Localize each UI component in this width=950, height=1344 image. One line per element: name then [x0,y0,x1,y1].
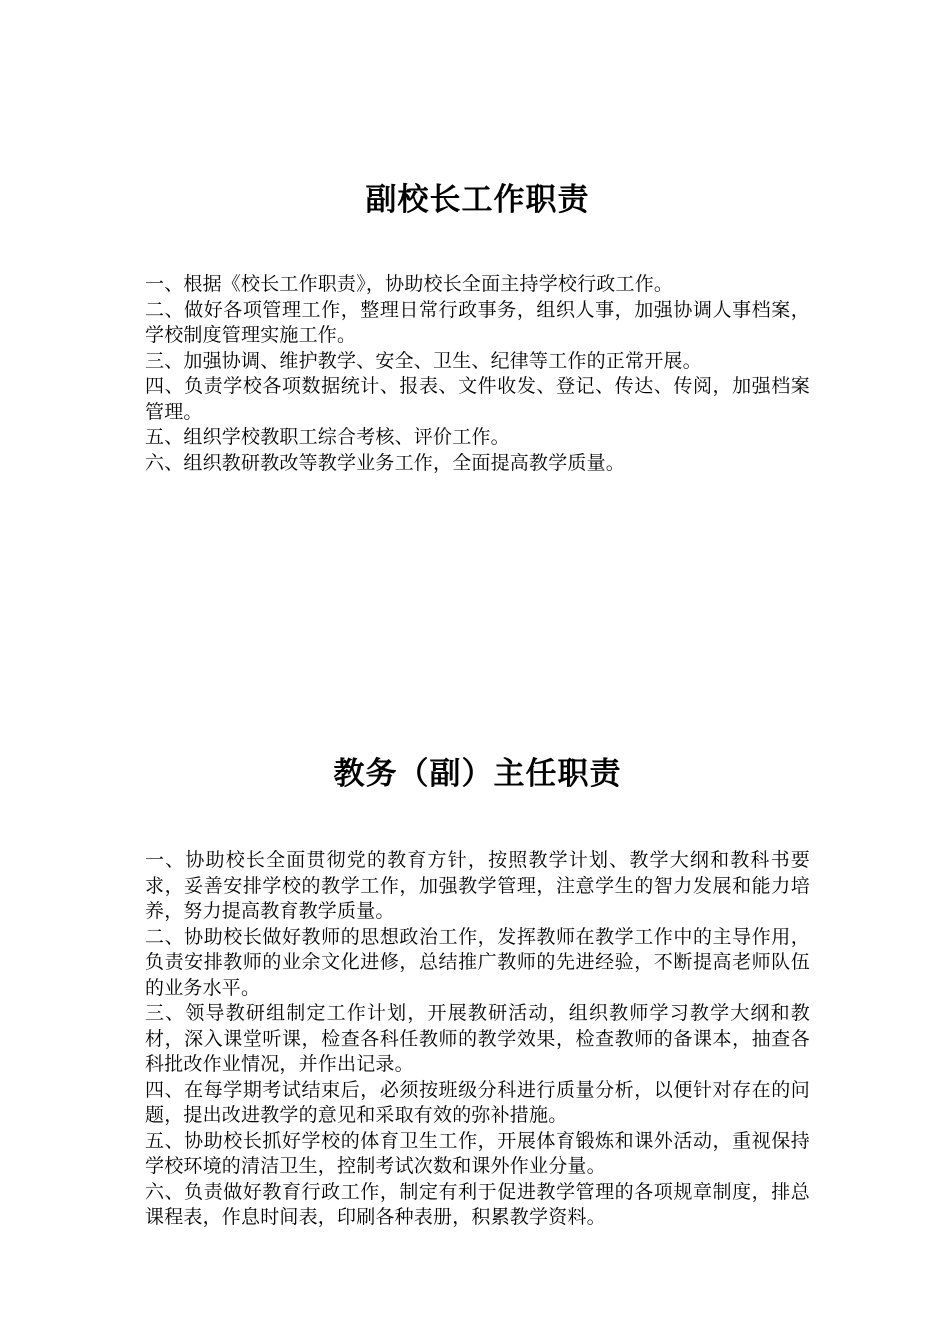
duty-item: 六、负责做好教育行政工作，制定有利于促进教学管理的各项规章制度，排总课程表，作息时间表，印刷各种表册，积累教学资料。 [145,1180,810,1228]
duty-item: 三、加强协调、维护教学、安全、卫生、纪律等工作的正常开展。 [145,349,702,372]
section-title: 副校长工作职责 [365,182,590,218]
duty-item: 五、组织学校教职工综合考核、评价工作。 [145,426,510,448]
duty-list [145,848,810,1231]
duty-item: 二、做好各项管理工作，整理日常行政事务，组织人事，加强协调人事档案，学校制度管理实施工作。 [145,298,810,346]
duty-item: 二、协助校长做好教师的思想政治工作，发挥教师在教学工作中的主导作用，负责安排教师的业余文化进修，总结推广教师的先进经验，不断提高老师队伍的业务水平。 [145,925,810,999]
duty-item: 五、协助校长抓好学校的体育卫生工作，开展体育锻炼和课外活动，重视保持学校环境的清洁卫生，控制考试次数和课外作业分量。 [145,1129,810,1177]
section-vice-principal-duties [145,178,810,476]
duty-item: 四、在每学期考试结束后，必须按班级分科进行质量分析，以便针对存在的问题，提出改进教学的意见和采取有效的弥补措施。 [145,1078,810,1126]
section-title: 教务（副）主任职责 [333,756,622,792]
duty-item: 一、协助校长全面贯彻党的教育方针，按照教学计划、教学大纲和教科书要求，妥善安排学校的教学工作，加强教学管理，注意学生的智力发展和能力培养，努力提高教育教学质量。 [145,849,810,922]
section-academic-director-duties [145,752,810,1231]
duty-item: 一、根据《校长工作职责》，协助校长全面主持学校行政工作。 [145,273,674,295]
duty-item: 四、负责学校各项数据统计、报表、文件收发、登记、传达、传阅，加强档案管理。 [145,375,810,423]
duty-item: 三、领导教研组制定工作计划，开展教研活动，组织教师学习教学大纲和教材，深入课堂听课，检查各科任教师的教学效果，检查教师的备课本，抽查各科批改作业情况，并作出记录。 [145,1002,810,1075]
duty-list [145,272,810,476]
duty-item: 六、组织教研教改等教学业务工作，全面提高教学质量。 [145,451,626,474]
